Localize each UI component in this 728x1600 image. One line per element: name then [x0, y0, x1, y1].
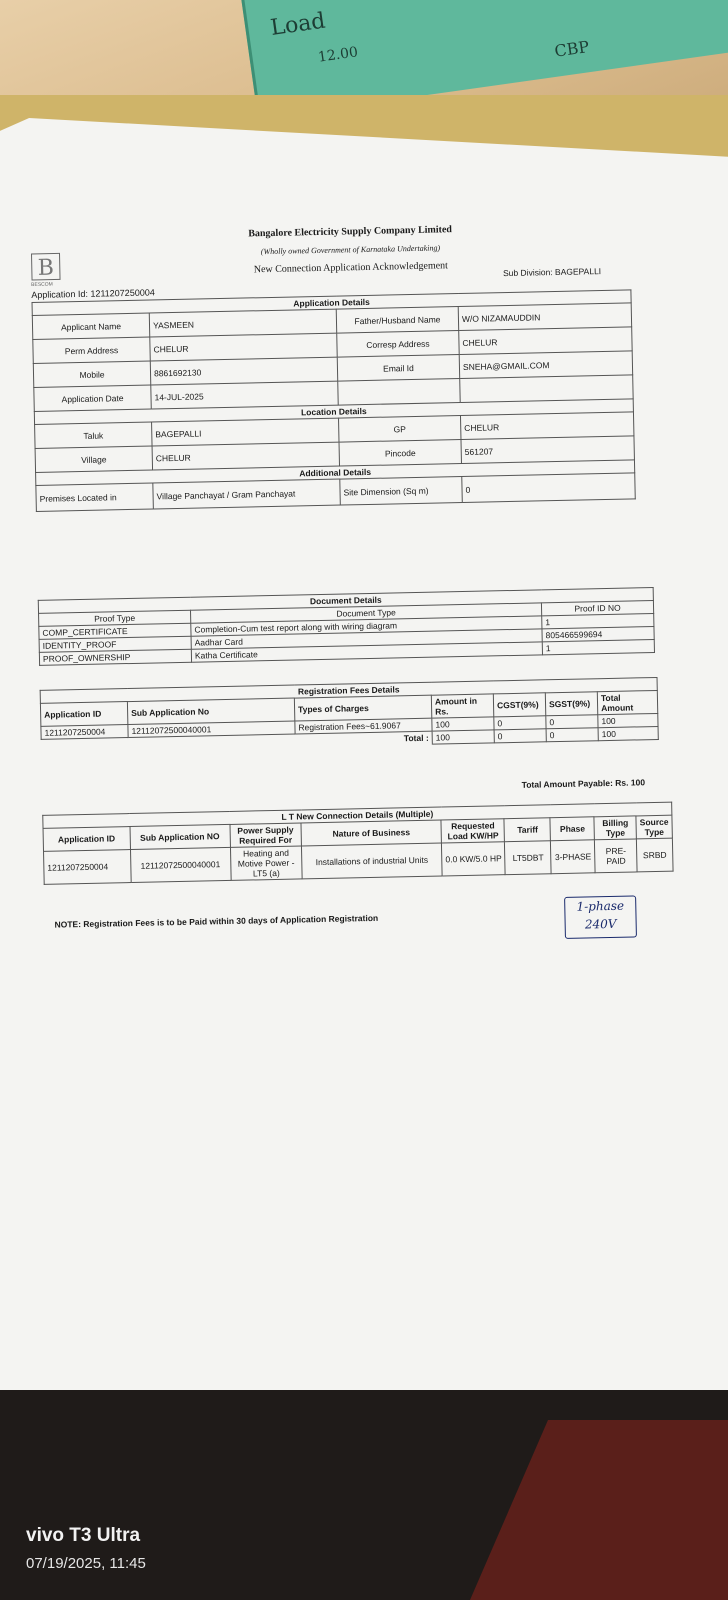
pincode: 561207	[461, 436, 634, 464]
lt-connection-table	[42, 802, 673, 885]
father-name-label: Father/Husband Name	[336, 307, 458, 334]
fees-total-cgst: 0	[494, 729, 546, 743]
lt-sub-app: 12112072500040001	[130, 847, 231, 882]
proof-type-cell: COMP_CERTIFICATE	[39, 623, 191, 639]
lt-power-header: Power Supply Required For	[230, 823, 302, 847]
registration-note: NOTE: Registration Fees is to be Paid within 30 days of Application Registration	[54, 912, 379, 930]
fees-type: Registration Fees~61.9067	[295, 718, 432, 734]
taluk-label: Taluk	[35, 422, 152, 448]
lt-tariff: LT5DBT	[505, 841, 552, 875]
document-type-cell: Katha Certificate	[191, 642, 542, 662]
fees-sub-app-header: Sub Application No	[127, 698, 294, 724]
location-details-heading: Location Details	[34, 399, 633, 425]
svg-text:B: B	[37, 255, 55, 281]
site-dimension-label: Site Dimension (Sq m)	[340, 477, 463, 506]
lt-phase: 3-PHASE	[551, 840, 596, 874]
proof-id-cell: 805466599694	[542, 627, 654, 642]
fees-types-header: Types of Charges	[294, 695, 431, 721]
fees-cgst: 0	[494, 716, 546, 730]
fees-sub-app: 12112072500040001	[128, 721, 295, 737]
pincode-label: Pincode	[339, 440, 461, 467]
proof-id-cell: 1	[542, 614, 654, 629]
mobile: 8861692130	[150, 357, 337, 385]
application-details-heading: Application Details	[32, 290, 631, 316]
company-name: Bangalore Electricity Supply Company Limited	[248, 224, 453, 240]
fees-total-header: Total Amount	[597, 690, 657, 714]
company-subtitle: (Wholly owned Government of Karnataka Undertaking)	[260, 243, 441, 257]
fees-total-sgst: 0	[546, 728, 598, 742]
lt-connection-heading: L T New Connection Details (Multiple)	[43, 802, 672, 828]
application-date: 14-JUL-2025	[151, 381, 338, 409]
proof-id-cell: 1	[542, 640, 654, 655]
email-label: Email Id	[337, 355, 459, 382]
premises-label: Premises Located in	[36, 483, 154, 511]
document-details-heading: Document Details	[38, 588, 653, 614]
perm-address: CHELUR	[150, 333, 337, 361]
village-label: Village	[35, 446, 152, 472]
lt-source-header: Source Type	[636, 815, 672, 839]
proof-id-header: Proof ID NO	[541, 601, 653, 616]
green-form-text-cbp: CBP	[553, 37, 591, 61]
lt-load: 0.0 KW/5.0 HP	[442, 842, 506, 876]
fees-total-total: 100	[598, 726, 658, 740]
lt-source: SRBD	[637, 838, 674, 872]
lt-billing: PRE-PAID	[595, 839, 638, 873]
lt-app-id: 1211207250004	[44, 850, 131, 885]
document-details-table	[38, 587, 655, 666]
taluk: BAGEPALLI	[152, 418, 339, 446]
document-type-cell: Aadhar Card	[191, 629, 542, 649]
lt-business-header: Nature of Business	[301, 820, 442, 846]
proof-type-cell: IDENTITY_PROOF	[39, 636, 191, 652]
site-dimension: 0	[462, 473, 636, 503]
lt-sub-app-header: Sub Application NO	[130, 824, 231, 849]
fees-app-id: 1211207250004	[41, 725, 128, 740]
email: SNEHA@GMAIL.COM	[459, 351, 632, 379]
handwritten-line-1: 1-phase	[576, 898, 625, 914]
photo-timestamp: 07/19/2025, 11:45	[26, 1555, 146, 1572]
applicant-name: YASMEEN	[149, 309, 336, 337]
application-details-table	[32, 289, 636, 512]
premises: Village Panchayat / Gram Panchayat	[153, 479, 341, 509]
lt-power: Heating and Motive Power - LT5 (a)	[230, 846, 302, 880]
gp-label: GP	[339, 416, 461, 443]
green-form-text-load: Load	[268, 8, 327, 41]
lt-tariff-header: Tariff	[504, 818, 550, 842]
fees-amount: 100	[432, 717, 494, 731]
phone-model-watermark: vivo T3 Ultra	[26, 1525, 141, 1546]
document-header	[200, 220, 501, 280]
applicant-name-label: Applicant Name	[32, 313, 149, 339]
lt-load-header: Requested Load KW/HP	[441, 819, 505, 843]
perm-address-label: Perm Address	[33, 337, 150, 363]
lt-business: Installations of industrial Units	[301, 843, 442, 879]
registration-fees-table	[40, 677, 659, 753]
green-form-text-number: 12.00	[317, 44, 360, 66]
corresp-address-label: Corresp Address	[337, 331, 459, 358]
document-type-cell: Completion-Cum test report along with wiring diagram	[191, 616, 542, 636]
fees-cgst-header: CGST(9%)	[493, 693, 545, 717]
logo-caption: BESCOM	[31, 281, 53, 288]
acknowledgement-document	[30, 217, 685, 950]
fees-amount-header: Amount in Rs.	[431, 694, 493, 718]
village: CHELUR	[152, 442, 339, 470]
handwritten-line-2: 240V	[584, 916, 617, 932]
fees-total-amount: 100	[432, 730, 494, 744]
document-title: New Connection Application Acknowledgement	[253, 260, 449, 276]
father-name: W/O NIZAMAUDDIN	[458, 303, 631, 331]
document-type-header: Document Type	[190, 603, 541, 623]
mobile-label: Mobile	[33, 361, 150, 387]
lt-app-id-header: Application ID	[43, 827, 130, 852]
gp: CHELUR	[460, 412, 633, 440]
lt-billing-header: Billing Type	[594, 816, 636, 840]
proof-type-cell: PROOF_OWNERSHIP	[39, 649, 191, 665]
handwritten-note	[564, 895, 637, 938]
corresp-address: CHELUR	[459, 327, 632, 355]
application-date-label: Application Date	[34, 385, 151, 411]
fees-total: 100	[598, 713, 658, 727]
total-amount-payable: Total Amount Payable: Rs. 100	[521, 777, 646, 790]
registration-fees-heading: Registration Fees Details	[40, 677, 657, 703]
proof-type-header: Proof Type	[39, 610, 191, 626]
additional-details-heading: Additional Details	[36, 460, 635, 486]
fees-sgst: 0	[546, 715, 598, 729]
fees-sgst-header: SGST(9%)	[545, 692, 597, 716]
fees-app-id-header: Application ID	[40, 702, 127, 727]
sub-division: Sub Division: BAGEPALLI	[502, 266, 602, 279]
lt-phase-header: Phase	[550, 817, 594, 841]
fees-total-label: Total :	[41, 731, 432, 752]
application-id-line: Application Id: 1211207250004	[31, 287, 155, 300]
